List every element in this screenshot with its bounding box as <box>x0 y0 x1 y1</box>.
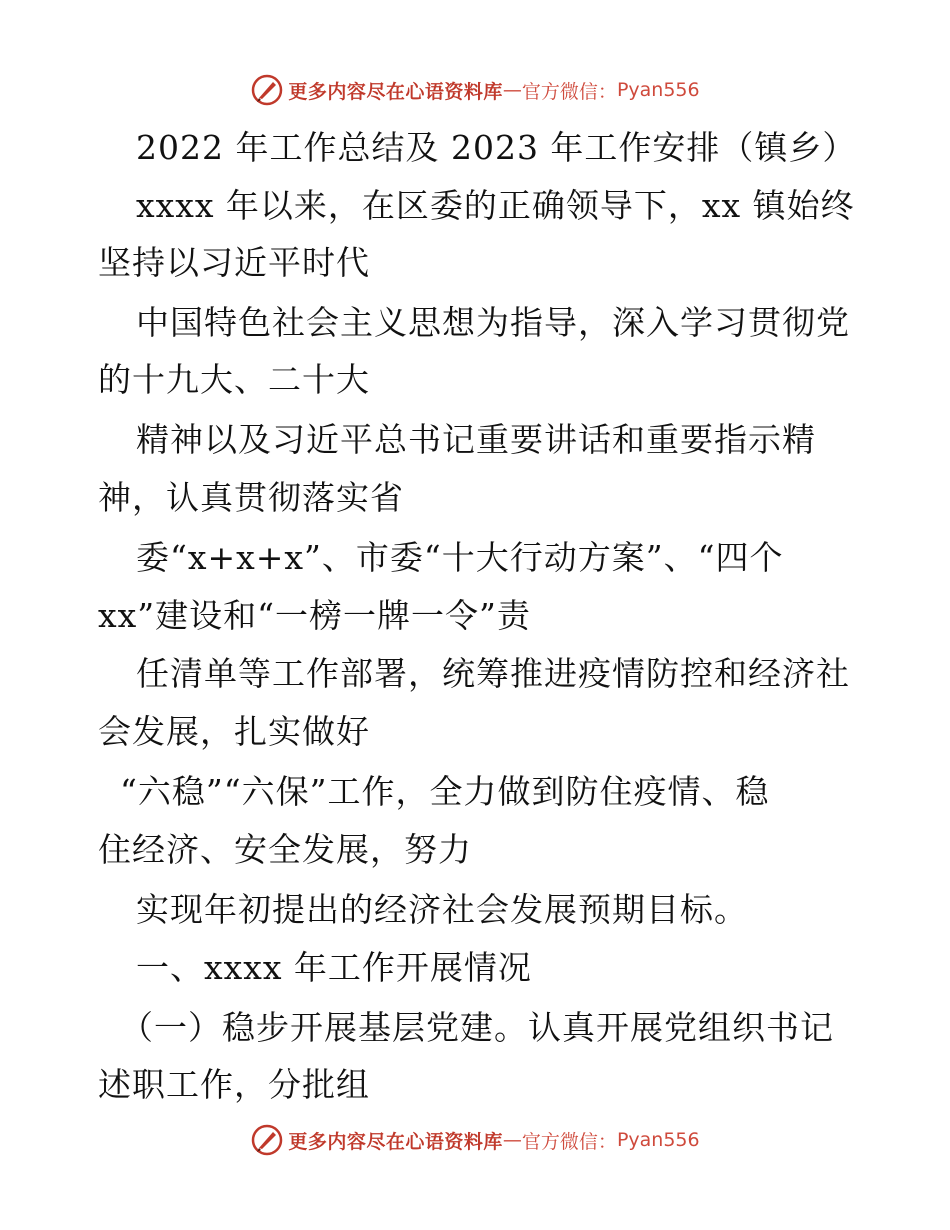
paragraph-line: 住经济、安全发展，努力 <box>98 830 472 869</box>
paragraph-line: 委“x+x+x”、市委“十大行动方案”、“四个 <box>136 538 784 577</box>
watermark-separator: — <box>502 79 522 101</box>
watermark-label: 官方微信： <box>521 1130 617 1153</box>
paragraph-line: 会发展，扎实做好 <box>98 712 370 751</box>
section-heading: 一、xxxx 年工作开展情况 <box>136 948 532 987</box>
paragraph-line: 中国特色社会主义思想为指导，深入学习贯彻党 <box>136 303 850 342</box>
paragraph-line: 坚持以习近平时代 <box>98 243 370 282</box>
footer-watermark <box>0 1120 950 1160</box>
paragraph-line: （一）稳步开展基层党建。认真开展党组织书记 <box>120 1008 834 1047</box>
paragraph-line: xxxx 年以来，在区委的正确领导下，xx 镇始终 <box>136 186 855 225</box>
paragraph-line: 实现年初提出的经济社会发展预期目标。 <box>136 890 748 929</box>
quill-logo-icon <box>250 1123 284 1157</box>
paragraph-line: xx”建设和“一榜一牌一令”责 <box>98 596 531 635</box>
paragraph-line: “六稳”“六保”工作，全力做到防住疫情、稳 <box>120 772 770 811</box>
paragraph-line: 述职工作，分批组 <box>98 1065 370 1104</box>
watermark-brand: 更多内容尽在心语资料库 <box>288 1130 503 1153</box>
watermark-account: Pyan556 <box>616 79 700 101</box>
watermark-separator: — <box>502 1129 522 1151</box>
watermark-brand: 更多内容尽在心语资料库 <box>288 80 503 103</box>
paragraph-line: 神，认真贯彻落实省 <box>98 478 404 517</box>
watermark-account: Pyan556 <box>616 1129 700 1151</box>
header-watermark <box>0 70 950 110</box>
quill-logo-icon <box>250 73 284 107</box>
paragraph-line: 的十九大、二十大 <box>98 360 370 399</box>
paragraph-line: 任清单等工作部署，统筹推进疫情防控和经济社 <box>136 654 850 693</box>
document-title: 2022 年工作总结及 2023 年工作安排（镇乡） <box>136 128 857 167</box>
watermark-label: 官方微信： <box>521 80 617 103</box>
paragraph-line: 精神以及习近平总书记重要讲话和重要指示精 <box>136 420 816 459</box>
